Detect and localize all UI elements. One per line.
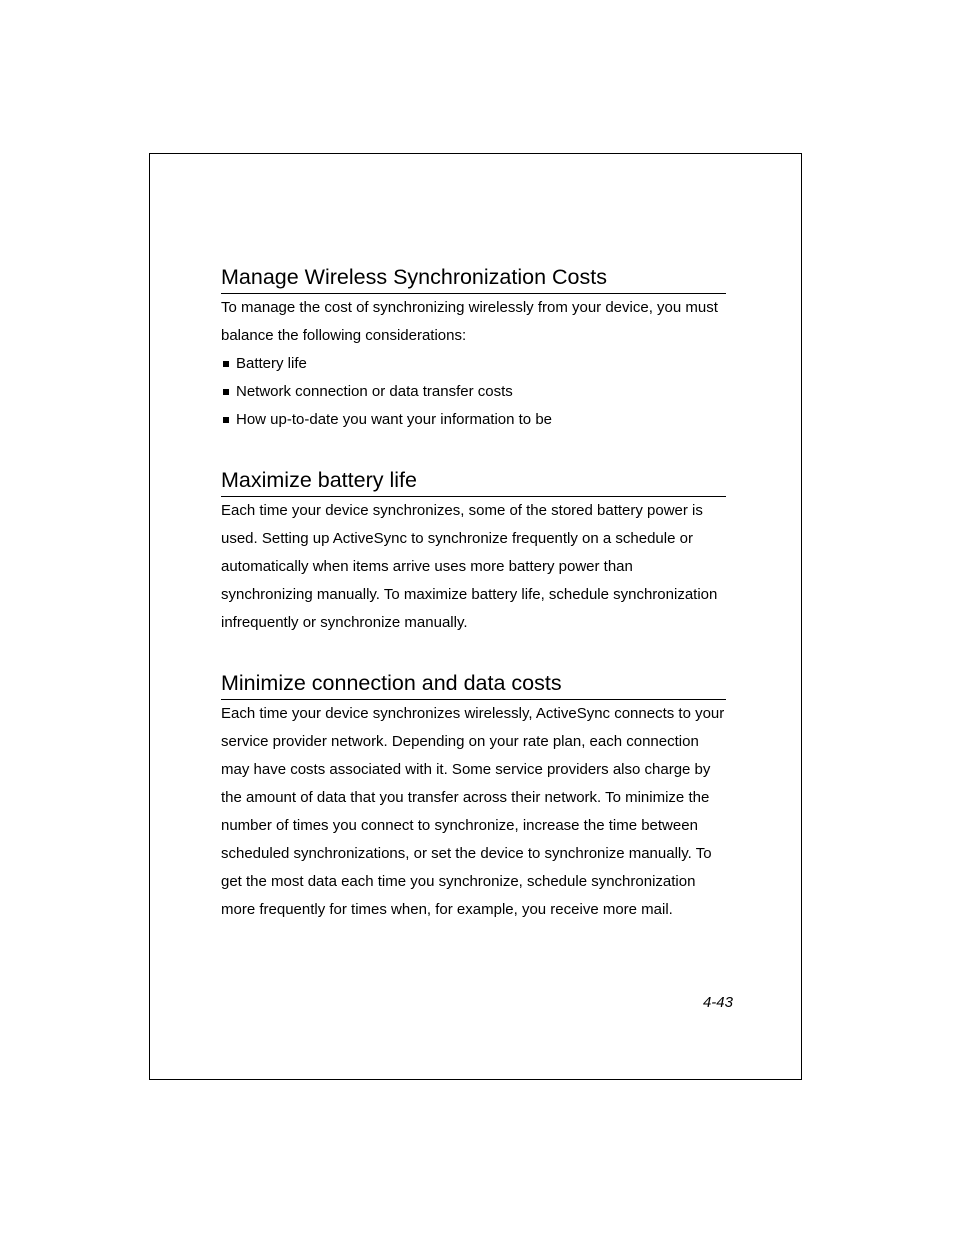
section-body: Each time your device synchronizes, some of the stored battery power is used. Setting up ActiveSync to synchronize frequently on a schedule or automatically when items arrive uses more battery power than synchronizing manually. To maximize battery life, schedule synchronization infrequently or synchronize manually. [221, 502, 718, 631]
square-bullet-icon [223, 389, 229, 395]
square-bullet-icon [223, 361, 229, 367]
list-item-text: How up-to-date you want your information to be [236, 411, 553, 428]
list-item [221, 406, 726, 434]
list-item [221, 378, 726, 406]
section-body: Each time your device synchronizes wirelessly, ActiveSync connects to your service provider network. Depending on your rate plan, each connection may have costs associated with it. Some service providers also charge by the amount of data that you transfer across their network. To minimize the number of times you connect to synchronize, increase the time between scheduled synchronizations, or set the device to synchronize manually. To get the most data each time you synchronize, schedule synchronization more frequently for times when, for example, you receive more mail. [221, 705, 725, 918]
list-item [221, 350, 726, 378]
page-content [221, 263, 726, 924]
list-item-text: Battery life [236, 355, 307, 372]
list-item-text: Network connection or data transfer costs [236, 383, 513, 400]
section-manage-costs [221, 263, 726, 434]
section-title: Maximize battery life [221, 466, 726, 497]
square-bullet-icon [223, 417, 229, 423]
section-connection-costs [221, 669, 726, 924]
page-number: 4-43 [702, 994, 733, 1011]
section-intro: To manage the cost of synchronizing wirelessly from your device, you must balance the following considerations: [221, 299, 718, 344]
section-battery-life [221, 466, 726, 637]
considerations-list [221, 350, 726, 434]
section-title: Minimize connection and data costs [221, 669, 726, 700]
section-title: Manage Wireless Synchronization Costs [221, 263, 726, 294]
